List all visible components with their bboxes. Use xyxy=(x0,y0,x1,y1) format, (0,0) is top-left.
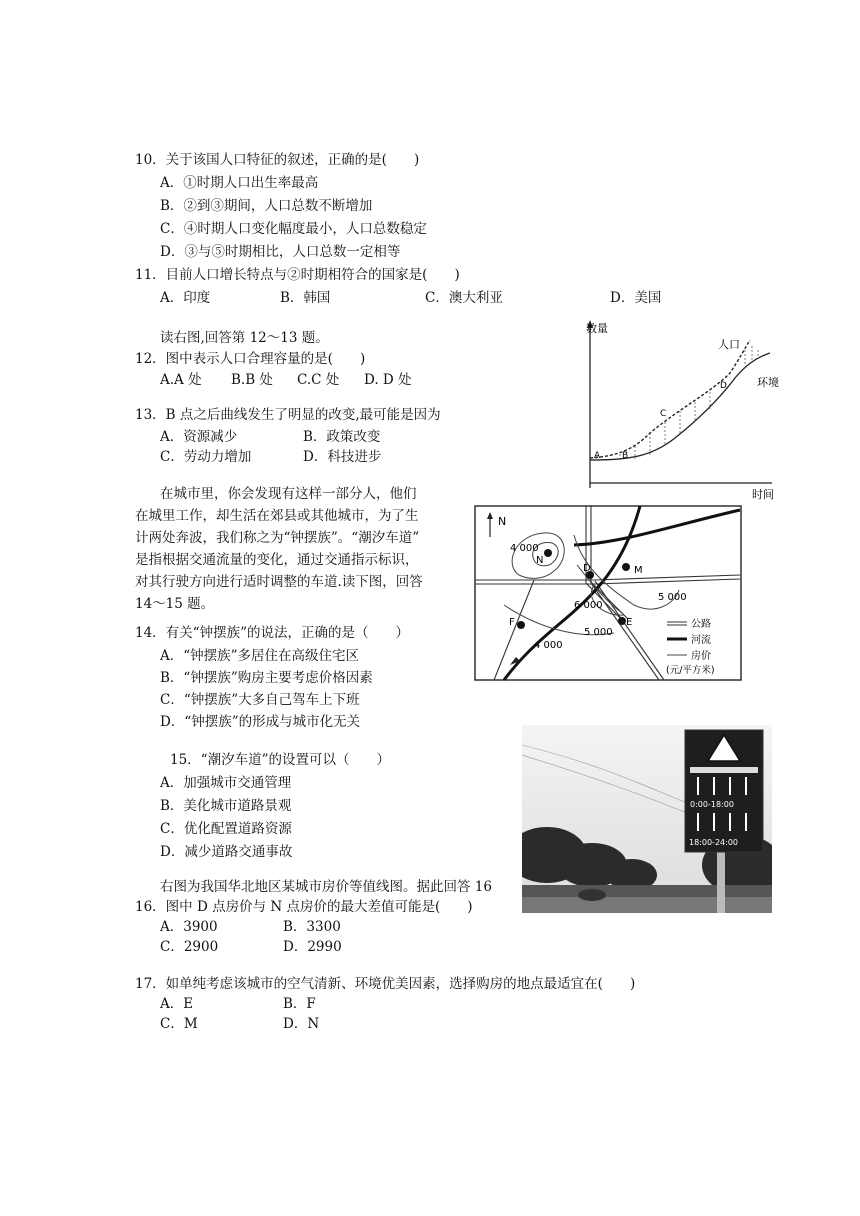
intro-14-15-line1: 在城市里，你会发现有这样一部分人，他们 xyxy=(160,486,417,502)
q11-option-d: D．美国 xyxy=(610,290,662,306)
x-axis-label: 时间 xyxy=(752,488,774,501)
q13-option-d: D．科技进步 xyxy=(303,449,382,465)
q10-option-b: B．②到③期间，人口总数不断增加 xyxy=(160,198,373,214)
capacity-graph xyxy=(580,318,780,503)
q12-option-d: D. D 处 xyxy=(364,372,412,388)
tidal-lane-photo xyxy=(522,725,772,913)
point-b-label: B xyxy=(622,451,629,461)
point-e xyxy=(618,617,626,625)
point-a-label: A xyxy=(594,451,601,461)
q14-option-c: C．“钟摆族”大多自己驾车上下班 xyxy=(160,692,360,708)
q10-stem: 10．关于该国人口特征的叙述，正确的是( ) xyxy=(135,152,420,168)
q14-stem: 14．有关“钟摆族”的说法，正确的是（ ） xyxy=(135,625,409,641)
intro-14-15-line4: 是指根据交通流量的变化，通过交通指示标识， xyxy=(135,552,419,568)
contour-label-5000-bottom: 5 000 xyxy=(584,627,613,638)
capacity-hatching xyxy=(620,346,758,459)
q15-option-a: A．加强城市交通管理 xyxy=(160,775,292,791)
q17-option-b: B．F xyxy=(283,996,316,1012)
legend-river: 河流 xyxy=(691,635,711,646)
contour-label-4000-top: 4 000 xyxy=(510,543,539,554)
q17-stem: 17．如单纯考虑该城市的空气清新、环境优美因素，选择购房的地点最适宜在( ) xyxy=(135,976,636,992)
q14-option-b: B．“钟摆族”购房主要考虑价格因素 xyxy=(160,670,373,686)
house-price-map xyxy=(474,505,742,681)
environment-label: 环境 xyxy=(757,376,779,389)
contour-label-5000-right: 5 000 xyxy=(658,592,687,603)
q16-option-a: A．3900 xyxy=(160,919,218,935)
intro-14-15-line2: 在城里工作，却生活在郊县或其他城市，为了生 xyxy=(135,508,419,524)
intro-14-15-line3: 计两处奔波，我们称之为“钟摆族”。“潮汐车道” xyxy=(135,530,420,546)
q10-option-a: A．①时期人口出生率最高 xyxy=(160,175,319,191)
q12-stem: 12．图中表示人口合理容量的是( ) xyxy=(135,351,366,367)
north-label: N xyxy=(498,515,507,528)
point-m xyxy=(622,563,630,571)
q15-stem: 15．“潮汐车道”的设置可以（ ） xyxy=(170,752,390,768)
point-d-label: D xyxy=(583,563,591,574)
y-axis-label: 数量 xyxy=(586,322,608,335)
q12-option-b: B.B 处 xyxy=(231,372,273,388)
intro-16-17: 右图为我国华北地区某城市房价等值线图。据此回答 16 xyxy=(160,879,492,895)
q11-option-b: B．韩国 xyxy=(280,290,331,306)
intro-12-13: 读右图,回答第 12～13 题。 xyxy=(160,330,329,346)
q13-option-c: C．劳动力增加 xyxy=(160,449,252,465)
q16-option-d: D．2990 xyxy=(283,939,342,955)
q17-option-d: D．N xyxy=(283,1016,320,1032)
q14-option-d: D．“钟摆族”的形成与城市化无关 xyxy=(160,714,361,730)
point-m-label: M xyxy=(634,565,643,576)
population-label: 人口 xyxy=(718,338,740,351)
q14-option-a: A．“钟摆族”多居住在高级住宅区 xyxy=(160,648,360,664)
q16-stem: 16．图中 D 点房价与 N 点房价的最大差值可能是( ) xyxy=(135,899,473,915)
q13-option-b: B．政策改变 xyxy=(303,429,381,445)
intro-14-15-line6: 14～15 题。 xyxy=(135,596,215,612)
q15-option-c: C．优化配置道路资源 xyxy=(160,821,292,837)
point-c-label: C xyxy=(660,409,667,419)
q13-stem: 13．B 点之后曲线发生了明显的改变,最可能是因为 xyxy=(135,407,441,423)
q12-option-a: A.A 处 xyxy=(160,372,202,388)
point-f xyxy=(517,621,525,629)
car xyxy=(578,889,606,901)
sign-time-day: 0:00-18:00 xyxy=(690,800,734,809)
sign-time-night: 18:00-24:00 xyxy=(689,838,738,847)
map-legend xyxy=(664,613,740,679)
contour-label-6000: 6 000 xyxy=(574,600,603,611)
q10-option-d: D．③与⑤时期相比，人口总数一定相等 xyxy=(160,244,401,260)
legend-unit: (元/平方米) xyxy=(666,665,715,676)
q11-stem: 11．目前人口增长特点与②时期相符合的国家是( ) xyxy=(135,267,460,283)
point-d-label: D xyxy=(720,381,727,391)
q15-option-d: D．减少道路交通事故 xyxy=(160,844,293,860)
q12-option-c: C.C 处 xyxy=(297,372,340,388)
q17-option-a: A．E xyxy=(160,996,194,1012)
q11-option-c: C．澳大利亚 xyxy=(425,290,503,306)
point-f-label: F xyxy=(509,617,515,628)
q11-option-a: A．印度 xyxy=(160,290,211,306)
contour-label-4000-bottom: 4 000 xyxy=(534,640,563,651)
point-n-label: N xyxy=(536,555,544,566)
legend-price: 房价 xyxy=(691,651,711,662)
q16-option-c: C．2900 xyxy=(160,939,219,955)
intro-14-15-line5: 对其行驶方向进行适时调整的车道.读下图，回答 xyxy=(135,574,423,590)
q10-option-c: C．④时期人口变化幅度最小，人口总数稳定 xyxy=(160,221,427,237)
point-e-label: E xyxy=(626,617,633,628)
environment-curve xyxy=(590,353,770,460)
legend-road: 公路 xyxy=(691,619,711,630)
population-curve xyxy=(590,340,750,458)
q13-option-a: A．资源减少 xyxy=(160,429,238,445)
q17-option-c: C．M xyxy=(160,1016,198,1032)
q16-option-b: B．3300 xyxy=(283,919,341,935)
q15-option-b: B．美化城市道路景观 xyxy=(160,798,292,814)
point-n xyxy=(544,549,552,557)
